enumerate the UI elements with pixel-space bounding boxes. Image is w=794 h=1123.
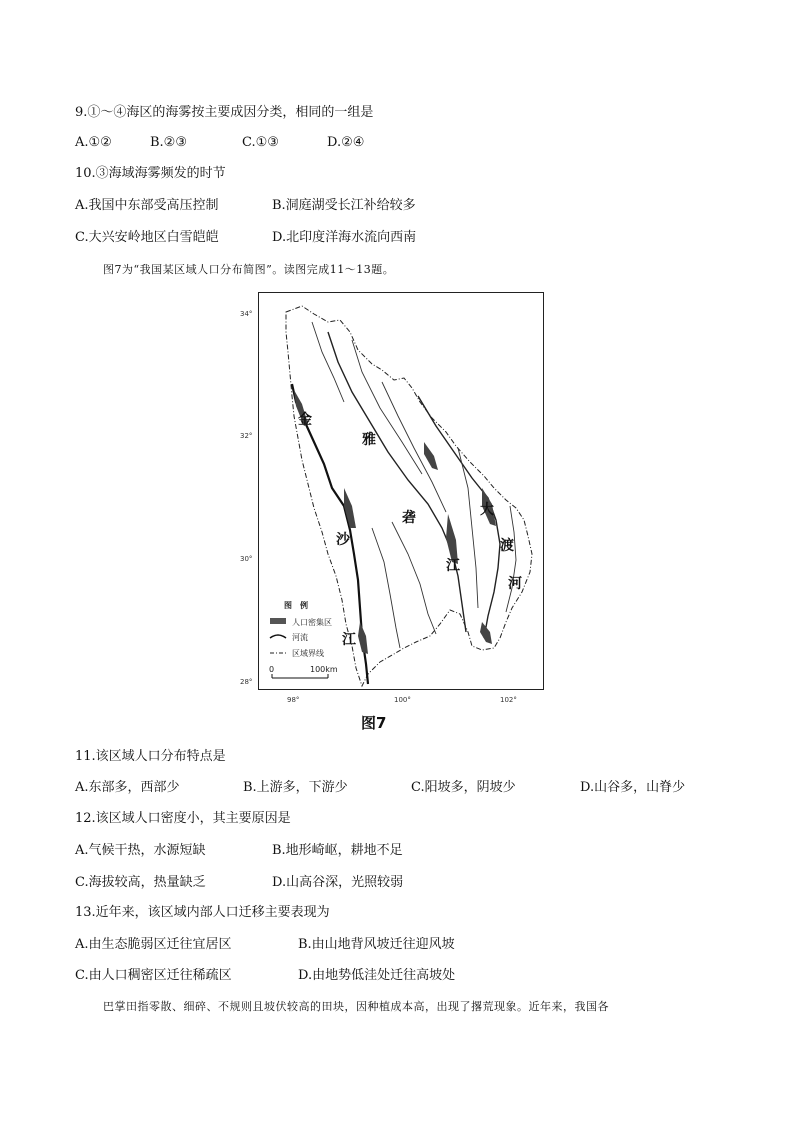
q9-option-b: B.②③ bbox=[150, 135, 187, 150]
region-boundary bbox=[286, 306, 532, 686]
river-char: 河 bbox=[508, 576, 522, 592]
q13-option-d: D.由地势低洼处迁往高坡处 bbox=[298, 968, 456, 983]
next-passage: 巴掌田指零散、细碎、不规则且坡伏较高的田块，因种植成本高，出现了撂荒现象。近年来，我国各 bbox=[103, 1000, 609, 1013]
q12-option-c: C.海拔较高，热量缺乏 bbox=[75, 875, 206, 890]
tributary bbox=[392, 522, 436, 634]
lon-label-100: 100° bbox=[394, 696, 411, 704]
lon-label-102: 102° bbox=[500, 696, 517, 704]
q11-option-b: B.上游多，下游少 bbox=[243, 780, 348, 795]
q11-option-a: A.东部多，西部少 bbox=[75, 780, 180, 795]
population-dense-area bbox=[358, 622, 368, 654]
q11-stem: 11.该区域人口分布特点是 bbox=[75, 749, 226, 764]
q12-option-b: B.地形崎岖，耕地不足 bbox=[272, 843, 403, 858]
tributary bbox=[382, 382, 446, 512]
river-char: 沙 bbox=[336, 532, 350, 548]
tributary bbox=[352, 340, 422, 474]
population-dense-area bbox=[344, 488, 356, 528]
lon-label-98: 98° bbox=[287, 696, 300, 704]
q10-option-a: A.我国中东部受高压控制 bbox=[75, 198, 219, 213]
population-dense-area bbox=[446, 514, 458, 564]
q10-stem: 10.③海域海雾频发的时节 bbox=[75, 166, 226, 181]
population-dense-area bbox=[424, 442, 438, 470]
figure-caption: 图7 bbox=[361, 714, 387, 732]
q9-option-c: C.①③ bbox=[242, 135, 279, 150]
scale-label-zero: 0 bbox=[269, 665, 275, 674]
legend-item-river: 河流 bbox=[292, 633, 308, 642]
lat-label-30: 30° bbox=[240, 555, 253, 563]
q9-option-d: D.②④ bbox=[327, 135, 365, 150]
q12-option-a: A.气候干热，水源短缺 bbox=[75, 843, 206, 858]
lat-label-32: 32° bbox=[240, 432, 253, 440]
q13-stem: 13.近年来，该区域内部人口迁移主要表现为 bbox=[75, 905, 330, 920]
q13-option-c: C.由人口稠密区迁往稀疏区 bbox=[75, 968, 232, 983]
population-map bbox=[232, 292, 552, 712]
q13-option-b: B.由山地背风坡迁往迎风坡 bbox=[298, 937, 455, 952]
q10-option-c: C.大兴安岭地区白雪皑皑 bbox=[75, 230, 219, 245]
scale-label-100km: 100km bbox=[310, 665, 338, 674]
figure-intro: 图7为“我国某区域人口分布简图”。读图完成11～13题。 bbox=[103, 263, 395, 276]
tributary bbox=[506, 506, 516, 612]
river-char: 砻 bbox=[402, 510, 416, 526]
yalong-river bbox=[328, 332, 466, 632]
tributary bbox=[372, 528, 400, 648]
q9-stem: 9.①～④海区的海雾按主要成因分类，相同的一组是 bbox=[75, 105, 374, 120]
q10-option-d: D.北印度洋海水流向西南 bbox=[272, 230, 417, 245]
river-char: 渡 bbox=[500, 538, 514, 554]
q9-option-a: A.①② bbox=[75, 135, 112, 150]
lat-label-28: 28° bbox=[240, 678, 253, 686]
q11-option-c: C.阳坡多，阴坡少 bbox=[411, 780, 516, 795]
legend-dense-swatch bbox=[270, 618, 286, 624]
q12-stem: 12.该区域人口密度小，其主要原因是 bbox=[75, 811, 291, 826]
river-char: 江 bbox=[446, 558, 460, 574]
q11-option-d: D.山谷多，山脊少 bbox=[580, 780, 686, 795]
river-char: 金 bbox=[298, 412, 312, 428]
q10-option-b: B.洞庭湖受长江补给较多 bbox=[272, 198, 416, 213]
river-char: 雅 bbox=[362, 432, 376, 448]
legend-title: 图 例 bbox=[284, 601, 308, 610]
legend-item-boundary: 区域界线 bbox=[292, 649, 324, 658]
river-char: 大 bbox=[480, 502, 494, 518]
q13-option-a: A.由生态脆弱区迁往宜居区 bbox=[75, 937, 232, 952]
river-char: 江 bbox=[342, 632, 356, 648]
lat-label-34: 34° bbox=[240, 310, 253, 318]
q12-option-d: D.山高谷深，光照较弱 bbox=[272, 875, 404, 890]
legend-item-dense: 人口密集区 bbox=[292, 618, 332, 627]
legend-river-symbol bbox=[270, 635, 286, 638]
